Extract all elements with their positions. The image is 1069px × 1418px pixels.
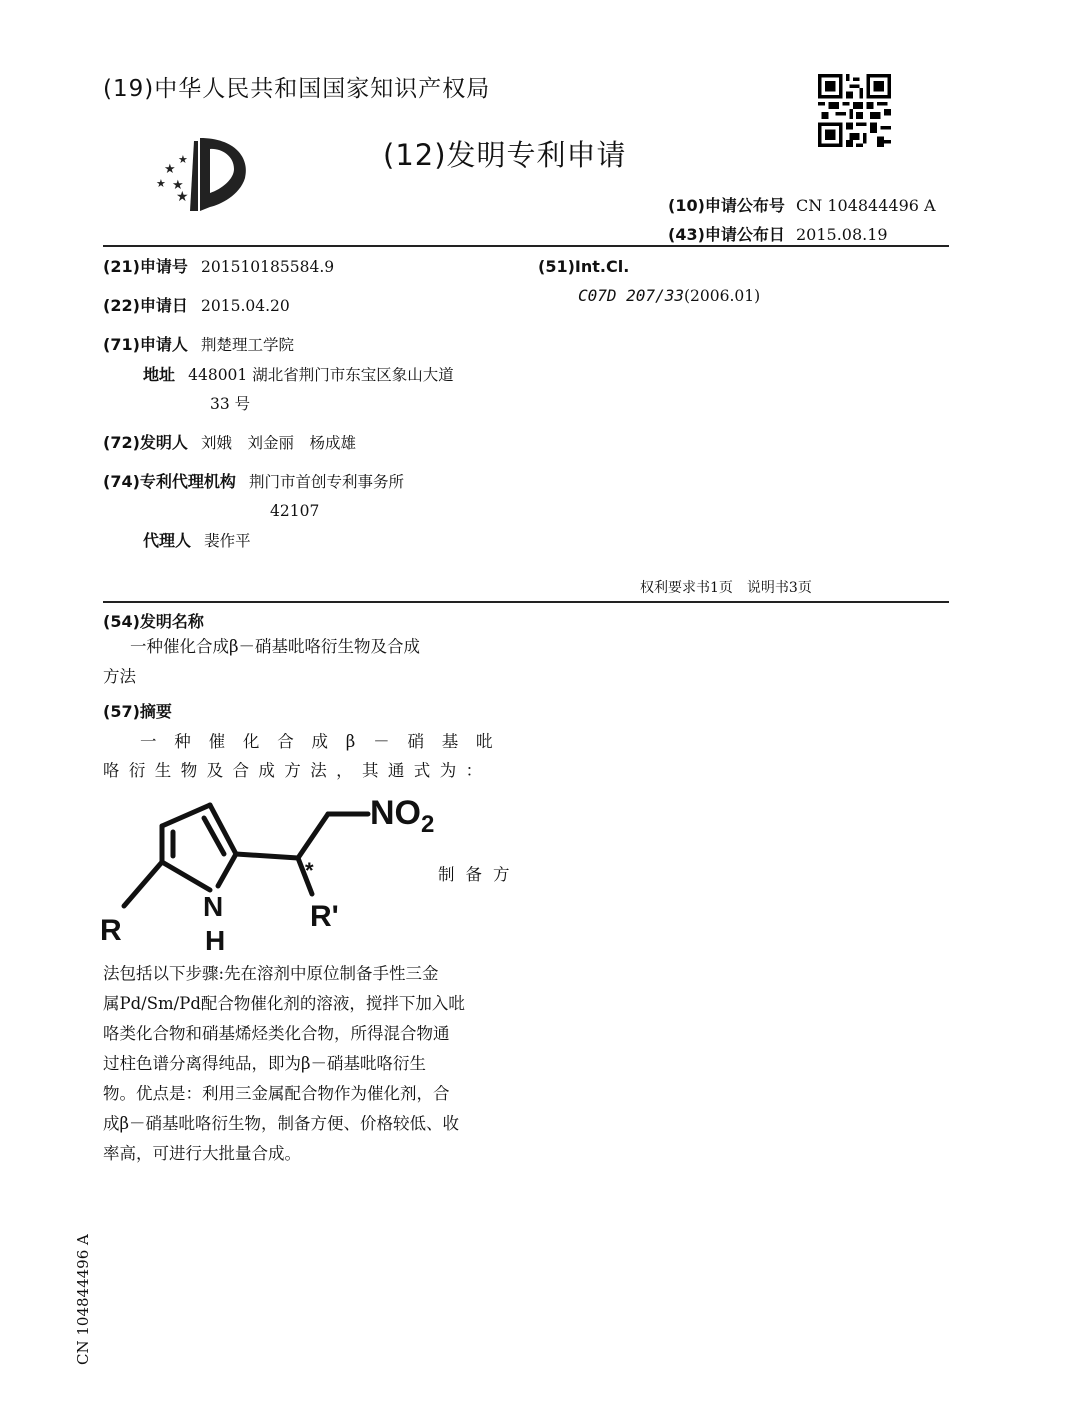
- address-line-2: 33 号: [210, 395, 251, 413]
- svg-text:★: ★: [178, 153, 188, 166]
- application-number-label: (21)申请号: [103, 257, 188, 276]
- inventors: [103, 433, 356, 453]
- side-chain-bond: [298, 814, 328, 858]
- abstract-side-text: 制备方: [438, 865, 521, 884]
- publication-number-label: (10)申请公布号: [668, 196, 785, 215]
- ring-bond: [210, 805, 236, 854]
- r-substituent: R: [100, 914, 122, 947]
- invention-title-line-2: 方法: [103, 667, 136, 686]
- agent: [143, 531, 251, 551]
- int-cl-version: (2006.01): [683, 287, 761, 305]
- applicant: [103, 335, 294, 355]
- application-number: [103, 257, 334, 277]
- agent-value: 裴作平: [204, 532, 251, 550]
- svg-text:★: ★: [156, 177, 166, 190]
- publication-date: [668, 222, 888, 245]
- agent-label: 代理人: [143, 531, 192, 550]
- svg-text:★: ★: [172, 178, 184, 193]
- int-cl: [538, 257, 629, 277]
- cnipa-emblem-icon: [150, 133, 260, 213]
- publication-date-value: 2015.08.19: [796, 225, 888, 244]
- invention-title-line-1: 一种催化合成β－硝基吡咯衍生物及合成: [130, 637, 421, 656]
- abstract-label: (57)摘要: [103, 702, 172, 721]
- abstract-line-9: 率高，可进行大批量合成。: [103, 1144, 301, 1163]
- side-chain-bond: [236, 854, 298, 858]
- abstract-line-4: 属Pd/Sm/Pd配合物催化剂的溶液，搅拌下加入吡: [103, 994, 465, 1013]
- side-publication-id: CN 104844496 A: [74, 1234, 92, 1365]
- page-count: 权利要求书1页 说明书3页: [640, 580, 812, 596]
- qr-code-icon: [818, 74, 891, 147]
- nitro-group: $NO_2$: [370, 794, 435, 838]
- address: [143, 365, 454, 385]
- chiral-center-mark: *: [305, 858, 314, 883]
- applicant-label: (71)申请人: [103, 335, 188, 354]
- inventors-value: 刘娥 刘金丽 杨成雄: [201, 434, 357, 452]
- abstract-line-2: 咯衍生物及合成方法，其通式为：: [103, 761, 492, 780]
- ring-bond: [218, 854, 236, 886]
- ring-nitrogen: N: [203, 891, 224, 922]
- abstract-line-8: 成β－硝基吡咯衍生物，制备方便、价格较低、收: [103, 1114, 460, 1133]
- application-date-label: (22)申请日: [103, 296, 188, 315]
- abstract-line-1: 一种催化合成β－硝基吡: [140, 732, 511, 751]
- applicant-value: 荆楚理工学院: [201, 336, 295, 354]
- abstract-line-6: 过柱色谱分离得纯品，即为β－硝基吡咯衍生: [103, 1054, 427, 1073]
- abstract-line-7: 物。优点是：利用三金属配合物作为催化剂，合: [103, 1084, 450, 1103]
- patent-agency-label: (74)专利代理机构: [103, 472, 236, 491]
- patent-agency-code-row: [270, 501, 319, 521]
- publication-date-label: (43)申请公布日: [668, 225, 785, 244]
- header-rule: [103, 245, 949, 247]
- application-date-value: 2015.04.20: [201, 297, 290, 315]
- svg-text:★: ★: [164, 162, 176, 177]
- office-name: (19)中华人民共和国国家知识产权局: [103, 76, 491, 102]
- abstract-line-5: 咯类化合物和硝基烯烃类化合物，所得混合物通: [103, 1024, 450, 1043]
- publication-number: [668, 193, 936, 216]
- int-cl-label: (51)Int.Cl.: [538, 257, 630, 276]
- publication-number-value: CN 104844496 A: [796, 196, 936, 215]
- address-label: 地址: [143, 365, 176, 384]
- int-cl-class: C07D 207/33: [578, 286, 684, 305]
- title-section-label: (54)发明名称: [103, 612, 204, 631]
- ring-hydrogen: H: [205, 925, 226, 956]
- ring-bond: [162, 862, 210, 890]
- address-line-2-row: [210, 394, 250, 414]
- section-rule: [103, 601, 949, 603]
- chemical-structure: [100, 790, 450, 960]
- patent-agency-code: 42107: [270, 502, 320, 520]
- application-number-value: 201510185584.9: [201, 258, 335, 276]
- patent-agency: [103, 472, 404, 492]
- document-type: (12)发明专利申请: [383, 138, 627, 172]
- patent-agency-value: 荆门市首创专利事务所: [249, 473, 405, 491]
- ring-bond: [162, 805, 210, 826]
- svg-text:★: ★: [176, 189, 189, 205]
- int-cl-classification: [578, 286, 760, 306]
- inventors-label: (72)发明人: [103, 433, 188, 452]
- r-prime-substituent: R': [310, 900, 339, 933]
- r-bond: [124, 862, 162, 906]
- abstract-line-3: 法包括以下步骤:先在溶剂中原位制备手性三金: [103, 964, 439, 983]
- application-date: [103, 296, 290, 316]
- address-line-1: 448001 湖北省荆门市东宝区象山大道: [188, 366, 454, 384]
